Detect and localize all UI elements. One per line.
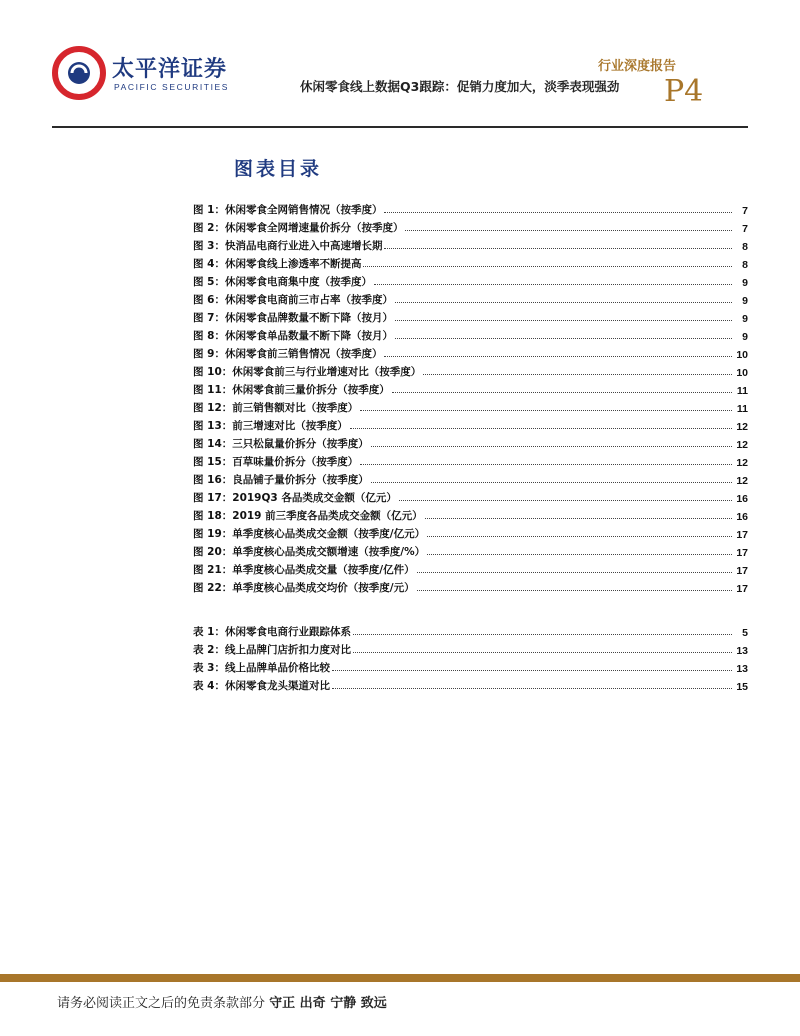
figure-entry[interactable]	[193, 289, 748, 307]
dot-leader	[427, 535, 732, 537]
figure-entry[interactable]	[193, 541, 748, 559]
dot-leader	[427, 553, 732, 555]
figure-entry[interactable]	[193, 433, 748, 451]
dot-leader	[417, 571, 732, 573]
figure-entry-label: 图 11：休闲零食前三量价拆分（按季度）	[193, 384, 390, 396]
figure-entry[interactable]	[193, 505, 748, 523]
figure-entry-label: 图 13：前三增速对比（按季度）	[193, 420, 348, 432]
dot-leader	[353, 633, 732, 635]
figure-entry[interactable]	[193, 559, 748, 577]
figure-entry-page: 12	[736, 475, 748, 487]
figure-entry-label: 图 7：休闲零食品牌数量不断下降（按月）	[193, 312, 393, 324]
table-entry-page: 15	[736, 681, 748, 693]
figure-entry[interactable]	[193, 487, 748, 505]
dot-leader	[353, 651, 732, 653]
dot-leader	[425, 517, 732, 519]
dot-leader	[332, 687, 732, 689]
figure-entry-label: 图 17：2019Q3 各品类成交金额（亿元）	[193, 492, 397, 504]
page-header	[0, 0, 800, 135]
figure-entry-label: 图 18：2019 前三季度各品类成交金额（亿元）	[193, 510, 423, 522]
dot-leader	[350, 427, 732, 429]
figure-entry-label: 图 5：休闲零食电商集中度（按季度）	[193, 276, 372, 288]
figure-entry[interactable]	[193, 577, 748, 595]
table-entry-page: 13	[736, 645, 748, 657]
figure-entry-label: 图 19：单季度核心品类成交金额（按季度/亿元）	[193, 528, 426, 540]
figure-entry-page: 17	[736, 583, 748, 595]
figure-entry-page: 10	[736, 349, 748, 361]
figure-entry-page: 16	[736, 493, 748, 505]
dot-leader	[395, 301, 732, 303]
figure-list	[193, 199, 748, 595]
figure-entry[interactable]	[193, 379, 748, 397]
figure-entry-page: 17	[736, 565, 748, 577]
figure-entry-label: 图 14：三只松鼠量价拆分（按季度）	[193, 438, 369, 450]
dot-leader	[417, 589, 732, 591]
figure-entry[interactable]	[193, 199, 748, 217]
dot-leader	[384, 211, 732, 213]
header-divider	[52, 126, 748, 128]
brand-name-en: PACIFIC SECURITIES	[114, 82, 230, 92]
figure-entry[interactable]	[193, 397, 748, 415]
figure-entry[interactable]	[193, 451, 748, 469]
figure-entry-page: 9	[742, 313, 748, 325]
figure-entry-label: 图 22：单季度核心品类成交均价（按季度/元）	[193, 582, 415, 594]
table-entry[interactable]	[193, 621, 748, 639]
figure-entry[interactable]	[193, 415, 748, 433]
figure-entry[interactable]	[193, 217, 748, 235]
footer-motto: 守正 出奇 宁静 致远	[269, 996, 387, 1011]
figure-entry-label: 图 9：休闲零食前三销售情况（按季度）	[193, 348, 383, 360]
figure-entry-page: 11	[736, 403, 748, 415]
dot-leader	[392, 391, 732, 393]
table-entry[interactable]	[193, 657, 748, 675]
table-list	[193, 621, 748, 693]
table-entry-label: 表 1：休闲零食电商行业跟踪体系	[193, 626, 351, 638]
figure-entry[interactable]	[193, 253, 748, 271]
footer	[57, 992, 387, 1011]
dot-leader	[360, 409, 732, 411]
figure-entry-label: 图 21：单季度核心品类成交量（按季度/亿件）	[193, 564, 415, 576]
dot-leader	[371, 445, 732, 447]
report-title: 休闲零食线上数据Q3跟踪：促销力度加大，淡季表现强劲	[300, 79, 620, 94]
footer-disclaimer: 请务必阅读正文之后的免责条款部分	[57, 996, 266, 1011]
figure-entry[interactable]	[193, 361, 748, 379]
dot-leader	[405, 229, 732, 231]
table-entry-label: 表 2：线上品牌门店折扣力度对比	[193, 644, 351, 656]
dot-leader	[395, 319, 732, 321]
page-number: P4	[664, 74, 704, 109]
figure-entry-page: 9	[742, 277, 748, 289]
figure-entry-page: 17	[736, 547, 748, 559]
figure-entry[interactable]	[193, 523, 748, 541]
table-entry-page: 5	[742, 627, 748, 639]
figure-entry-page: 11	[736, 385, 748, 397]
figure-entry[interactable]	[193, 235, 748, 253]
figure-entry-page: 16	[736, 511, 748, 523]
figure-entry-page: 7	[742, 205, 748, 217]
figure-entry-page: 17	[736, 529, 748, 541]
dot-leader	[399, 499, 732, 501]
table-entry[interactable]	[193, 639, 748, 657]
figure-entry-label: 图 15：百草味量价拆分（按季度）	[193, 456, 359, 468]
footer-bar	[0, 974, 800, 982]
brand-name-cn: 太平洋证券	[112, 57, 228, 82]
figure-entry-label: 图 2：休闲零食全网增速量价拆分（按季度）	[193, 222, 404, 234]
figure-entry-label: 图 3：快消品电商行业进入中高速增长期	[193, 240, 383, 252]
table-entry-page: 13	[736, 663, 748, 675]
figure-entry-label: 图 20：单季度核心品类成交额增速（按季度/%）	[193, 546, 426, 558]
figure-entry-page: 10	[736, 367, 748, 379]
figure-entry-label: 图 1：休闲零食全网销售情况（按季度）	[193, 204, 383, 216]
figure-entry-page: 7	[742, 223, 748, 235]
figure-entry-page: 12	[736, 439, 748, 451]
figure-entry-page: 9	[742, 331, 748, 343]
figure-entry-page: 8	[742, 241, 748, 253]
figure-entry-label: 图 6：休闲零食电商前三市占率（按季度）	[193, 294, 393, 306]
figure-entry[interactable]	[193, 469, 748, 487]
table-entry[interactable]	[193, 675, 748, 693]
dot-leader	[384, 247, 732, 249]
dot-leader	[363, 265, 732, 267]
dot-leader	[371, 481, 732, 483]
figure-entry[interactable]	[193, 271, 748, 289]
table-entry-label: 表 3：线上品牌单品价格比较	[193, 662, 330, 674]
dot-leader	[360, 463, 732, 465]
figure-entry-label: 图 4：休闲零食线上渗透率不断提高	[193, 258, 362, 270]
pacific-logo-icon	[52, 46, 106, 100]
table-entry-label: 表 4：休闲零食龙头渠道对比	[193, 680, 330, 692]
figure-entry-page: 12	[736, 457, 748, 469]
figure-entry[interactable]	[193, 343, 748, 361]
figure-entry-label: 图 16：良品铺子量价拆分（按季度）	[193, 474, 369, 486]
dot-leader	[384, 355, 732, 357]
dot-leader	[332, 669, 732, 671]
figure-entry-label: 图 8：休闲零食单品数量不断下降（按月）	[193, 330, 393, 342]
figure-entry[interactable]	[193, 307, 748, 325]
dot-leader	[374, 283, 732, 285]
figure-entry-label: 图 12：前三销售额对比（按季度）	[193, 402, 359, 414]
dot-leader	[423, 373, 732, 375]
figure-entry-label: 图 10：休闲零食前三与行业增速对比（按季度）	[193, 366, 422, 378]
company-logo	[52, 46, 232, 102]
report-type: 行业深度报告	[597, 59, 676, 74]
figure-entry-page: 8	[742, 259, 748, 271]
figure-entry-page: 9	[742, 295, 748, 307]
figure-entry[interactable]	[193, 325, 748, 343]
figure-entry-page: 12	[736, 421, 748, 433]
dot-leader	[395, 337, 732, 339]
toc-title: 图表目录	[234, 158, 323, 180]
